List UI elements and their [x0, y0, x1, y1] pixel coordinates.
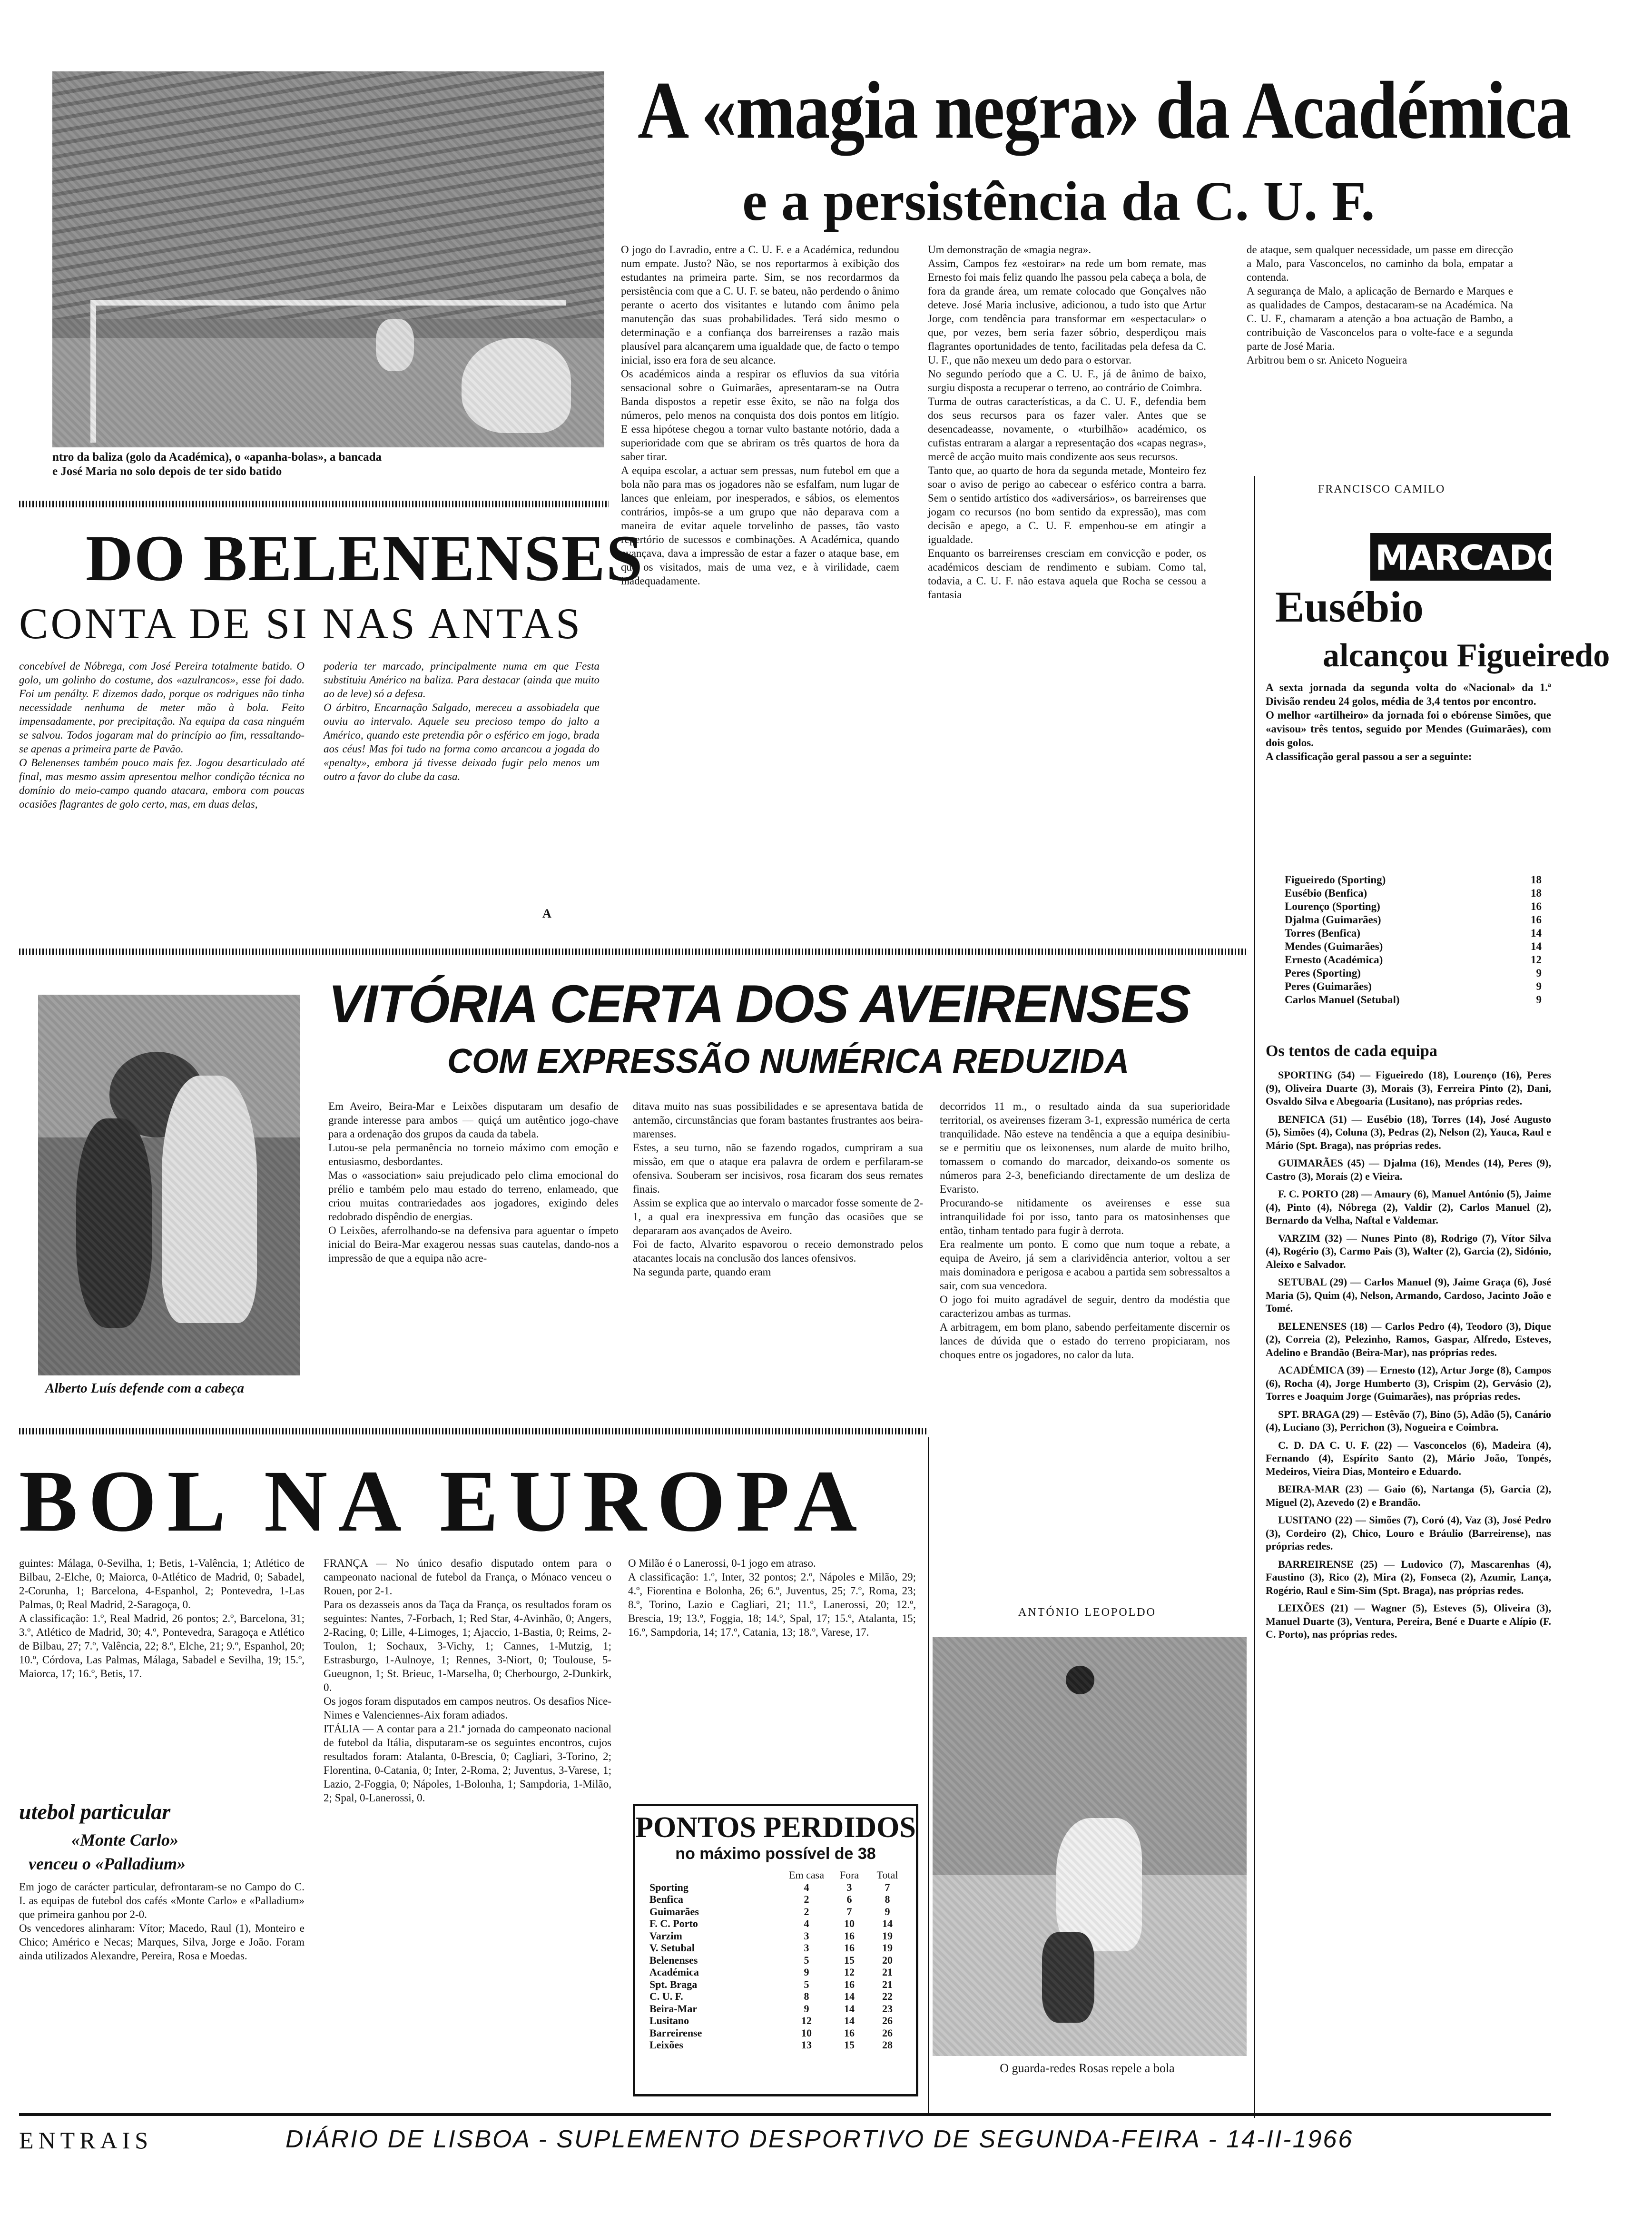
aveirenses-photo — [38, 995, 300, 1375]
table-row: Beira-Mar 9 14 23 — [649, 2002, 893, 2015]
marcadores-banner: MARCADORES — [1370, 533, 1551, 581]
marcadores-ranking — [1285, 873, 1542, 1007]
col-header-total: Total — [876, 1869, 898, 1881]
aveirenses-column-3: decorridos 11 m., o resultado ainda da sua superioridade territorial, os aveirenses fizeram 3-1, expressão numérica de certa tranquilidade. Não esteve na tendência a que a equipa desinibiu-se e permitiu que os leixonenses, num alarde de muito brilho, tomassem o comando do marcador, deixando-os somente os números para 2-3, beneficiando directamente de um desliza de Evaristo. Procurando-se nitidamente os aveirenses e esse sua intranquilidade foi por isso, tanto para os matosinhenses que então, tinham tentado para fugir à derrota. Era realmente um ponto. E como que num toque a rebate, a equipa de Aveiro, já sem a clarividência anterior, voltou a ser mais dominadora e perigosa e acabou a partida sem sobressaltos a sair, com sua vencedora. O jogo foi muito agradável de seguir, dentro da modéstia que caracterizou ambas as turmas. A arbitragem, em bom plano, sabendo perfeitamente discernir os lances de dúvida que o estado do terreno propiciaram, nos choques entre os jogadores, no calor da luta. — [940, 1100, 1230, 1361]
tentos-item: GUIMARÃES (45) — Djalma (16), Mendes (14), Peres (9), Castro (3), Morais (2) e Vieira. — [1266, 1157, 1551, 1182]
table-row: Spt. Braga 5 16 21 — [649, 1978, 893, 1990]
tentos-item: ACADÉMICA (39) — Ernesto (12), Artur Jorge (8), Campos (6), Rocha (4), Jorge Humberto (3), Crispim (2), Gervásio (2), Torres e Joaquim Jorge (Guimarães), nas próprias redes. — [1266, 1364, 1551, 1402]
column-divider — [928, 1437, 929, 2113]
tentos-item: LEIXÕES (21) — Wagner (5), Esteves (5), Oliveira (3), Manuel Duarte (3), Ventura, Pereira, Bené e Duarte e Alípio (F. C. Porto), nas próprias redes. — [1266, 1602, 1551, 1640]
tentos-item: BELENENSES (18) — Carlos Pedro (4), Teodoro (3), Dique (2), Correia (2), Pelezinho, Ramos, Gaspar, Alfredo, Esteves, Adelino e Brandão (Beira-Mar), nas próprias redes. — [1266, 1320, 1551, 1358]
europa-column-3: O Milão é o Lanerossi, 0-1 jogo em atraso. A classificação: 1.º, Inter, 32 pontos; 2.º, Nápoles e Milão, 29; 4.º, Fiorentina e Bolonha, 26; 6.º, Juventus, 25; 7.º, Roma, 23; 8.º, Torino, Lazio e Cagliari, 21; 11.º, Lanerossi, 20; 12.º, Brescia, 19; 13.º, Foggia, 18; 14.º, Spal, 17; 15.º, Atalanta, 15; 16.º, Sampdoria, 14; 17.º, Catania, 13; 18.º, Varese, 17. — [628, 1557, 916, 1638]
europa-sub-text: Em jogo de carácter particular, defrontaram-se no Campo do C. I. as equipas de futebol dos cafés «Monte Carlo» e «Palladium» que primeira ganhou por 2-0. Os vencedores alinharam: Vítor; Macedo, Raul (1), Monteiro e Chico; Américo e Necas; Marques, Silva, Jorge e João. Foram ainda utilizados Alexandre, Pereira, Rosa e Moedas. — [19, 1881, 305, 1962]
belenenses-subtitle: CONTA DE SI NAS ANTAS — [19, 599, 583, 648]
magia-title: A «magia negra» da Académica — [638, 65, 1571, 156]
table-row: C. U. F. 8 14 22 — [649, 1990, 893, 2002]
tentos-item: SPORTING (54) — Figueiredo (18), Lourenço (16), Peres (9), Oliveira Duarte (3), Morais (3), Ferreira Pinto (2), Dani, Osvaldo Silva e Abegoaria (Lusitano), nas próprias redes. — [1266, 1069, 1551, 1107]
europa-column-1: guintes: Málaga, 0-Sevilha, 1; Betis, 1-Valência, 1; Atlético de Bilbau, 2-Elche, 0; Maiorca, 0-Atlético de Madrid, 0; Sabadel, 2-Corunha, 1; Barcelona, 4-Espanhol, 2; Pontevedra, 1-Las Palmas, 0; Real Madrid, 2-Saragoça, 0. A classificação: 1.º, Real Madrid, 26 pontos; 2.º, Barcelona, 31; 3.º, Atlético de Madrid, 30; 4.º, Pontevedra, Saragoça e Atlético de Bilbau, 27; 7.º, Valência, 22; 8.º, Elche, 21; 9.º, Espanhol, 20; 10.º, Córdova, Las Palmas, Málaga, Sabadel e Sevilha, 19; 15.º, Maiorca, 17; 16.º, Betis, 17. — [19, 1557, 305, 1680]
magia-column-2: Um demonstração de «magia negra». Assim, Campos fez «estoirar» na rede um bom remate, mas Ernesto foi mais feliz quando lhe passou pela cabeça a bola, de fora da grande área, um remate colocado que Gonçalves não deteve. José Maria inclusive, adicionou, a tudo isto que Artur Jorge, com tendência para transformar em «espectacular» o que, por vezes, bem seria fazer sóbrio, desperdiçou mais flagrantes oportunidades de tento, facilitadas pela defesa da C. U. F., que não mexeu um dedo para o estorvar. No segundo período que a C. U. F., já de ânimo de baixo, surgiu disposta a recuperar o terreno, ao contrário de Coimbra. Turma de outras características, a da C. U. F., defendia bem dos seus recursos para os fazer valer. Antes que se desencadeasse, novamente, o «turbilhão» académico, os cufistas entraram a alargar a representação dos «capas negras», mercê de acção muito mais condizente aos seus recursos. Tanto que, ao quarto de hora da segunda metade, Monteiro fez soar o aviso de perigo ao cabecear o esférico contra a barra. Sem o sentido artístico dos «adiversários», os barreirenses que jogam co recursos (no bom sentido da expressão), mas com decisão e apego, a C. U. F. empenhou-se em atingir a igualdade. Enquanto os barreirenses cresciam em convicção e poder, os académicos desciam de rendimento e subiam. Como tal, todavia, a C. U. F. não estava aquela que Rocha se cessou a fantasia — [928, 244, 1206, 601]
belenenses-column-1: concebível de Nóbrega, com José Pereira totalmente batido. O golo, um golinho do costume, dos «azulrancos», esse foi dado. Foi um penálty. E dizemos dado, porque os rodrigues não tinha necessidade nenhuma de meter mão à bola. Feito impensadamente, por precipitação. Na equipa da casa ninguém se salvou. Todos jogaram mal do princípio ao fim, ressaltando-se apenas a primeira parte de Pavão. O Belenenses também pouco mais fez. Jogou desarticulado até final, mas mesmo assim apresentou melhor condição técnica no domínio do meio-campo quando atacara, embora com poucas ocasiões flagrantes de golo certo, mas, em duas delas, — [19, 660, 305, 810]
pontos-perdidos-title: PONTOS PERDIDOS — [635, 1811, 916, 1844]
magia-subtitle: e a persistência da C. U. F. — [742, 170, 1375, 232]
table-row: Sporting 4 3 7 — [649, 1881, 890, 1893]
magia-signature: FRANCISCO CAMILO — [1318, 483, 1446, 495]
aveirenses-subtitle: COM EXPRESSÃO NUMÉRICA REDUZIDA — [447, 1042, 1130, 1080]
pontos-perdidos-box — [633, 1804, 918, 2096]
footer-rule — [19, 2113, 1551, 2116]
footer-text: DIÁRIO DE LISBOA - SUPLEMENTO DESPORTIVO DE SEGUNDA-FEIRA - 14-II-1966 — [285, 2125, 1354, 2153]
table-row: Benfica 2 6 8 — [649, 1893, 890, 1905]
europa-top-rule — [19, 1428, 928, 1434]
aveirenses-column-2: ditava muito nas suas possibilidades e se apresentava batida de antemão, circunstâncias que foram bastantes frustrantes aos beira-marenses. Estes, a seu turno, não se fazendo rogados, cumpriram a sua missão, em que o ataque era palavra de ordem e perfilaram-se ofensiva. Souberam ser incisivos, rosa ficaram dos seus remates finais. Assim se explica que ao intervalo o marcador fosse somente de 2-1, a qual era inexpressiva em função das ocasiões que se depararam aos avançados de Aveiro. Foi de facto, Alvarito espavorou o receio demonstrado pelos atacantes locais na conclusão dos lances ofensivos. Na segunda parte, quando eram — [633, 1100, 923, 1278]
top-photo-caption: ntro da baliza (golo da Académica), o «apanha-bolas», a bancada e José Maria no solo depois de ter sido batido — [52, 451, 382, 478]
aveirenses-column-1: Em Aveiro, Beira-Mar e Leixões disputaram um desafio de grande interesse para ambos — quiçá um autêntico jogo-chave para a ordenação dos grupos da cauda da tabela. Lutou-se pela permanência no torneio máximo com emoção e entusiasmo, desbordantes. Mas o «association» saiu prejudicado pelo clima emocional do prélio e também pelo mau estado do terreno, enlameado, que criou muitas contrariedades aos jogadores, exigindo deles redobrado dispêndio de energias. O Leixões, aferrolhando-se na defensiva para aguentar o ímpeto inicial do Beira-Mar exagerou nessas suas cautelas, dando-nos a impressão de que a equipa não acre- — [328, 1100, 619, 1264]
ranking-row: Lourenço (Sporting) 16 — [1285, 900, 1542, 912]
pontos-perdidos-table — [649, 1869, 906, 2051]
ranking-row: Ernesto (Académica) 12 — [1285, 954, 1542, 966]
tentos-item: VARZIM (32) — Nunes Pinto (8), Rodrigo (7), Vítor Silva (4), Rogério (3), Carmo Pais (3), Walter (2), Garcia (2), Sidónio, Aleixo e Salvador. — [1266, 1232, 1551, 1270]
table-row: Lusitano 12 14 26 — [649, 2015, 893, 2026]
belenenses-signature: A — [542, 907, 551, 920]
tentos-item: LUSITANO (22) — Simões (7), Coró (4), Vaz (3), José Pedro (3), Cordeiro (2), Chico, Louro e Bráulio (Barreirense), nas próprias redes. — [1266, 1514, 1551, 1552]
tentos-title: Os tentos de cada equipa — [1266, 1042, 1437, 1060]
ranking-row: Carlos Manuel (Setubal) 9 — [1285, 994, 1542, 1006]
tentos-item: BEIRA-MAR (23) — Gaio (6), Nartanga (5), Garcia (2), Miguel (2), Azevedo (2) e Brandão. — [1266, 1483, 1551, 1508]
belenenses-title: DO BELENENSES — [86, 522, 644, 594]
rosas-signature: ANTÓNIO LEOPOLDO — [1018, 1606, 1156, 1619]
tentos-item: BARREIRENSE (25) — Ludovico (7), Mascarenhas (4), Faustino (3), Rico (2), Mira (2), Fonseca (2), Azumir, Lança, Rogério, Raul e Sim-Sim (Spt. Braga), nas próprias redes. — [1266, 1558, 1551, 1596]
table-row: F. C. Porto 4 10 14 — [649, 1918, 893, 1929]
col-header-casa: Em casa — [789, 1869, 824, 1881]
table-row: Leixões 13 15 28 — [649, 2039, 893, 2051]
table-row: V. Setubal 3 16 19 — [649, 1942, 893, 1954]
belenenses-column-2: poderia ter marcado, principalmente numa em que Festa substituiu Américo na baliza. Para destacar (ainda que muito ao de leve) só a defesa. O árbitro, Encarnação Salgado, mereceu a assobiadela que ouviu ao intervalo. Aquele seu precioso tempo do jalto a Américo, quando este pretendia pôr o esférico em jogo, brada aos céus! Mas foi tudo na forma como arcancou a jogada do «penalty», embora já tivesse deixado fugir pelo menos um outro a favor do clube da casa. — [324, 660, 600, 782]
table-row: Varzim 3 16 19 — [649, 1929, 893, 1942]
tentos-item: BENFICA (51) — Eusébio (18), Torres (14), José Augusto (5), Simões (4), Coluna (3), Pedras (2), Nelson (2), Yauca, Raul e Mário (Spt. Braga), nas próprias redes. — [1266, 1113, 1551, 1151]
aveirenses-photo-caption: Alberto Luís defende com a cabeça — [45, 1381, 244, 1396]
table-row: Barreirense 10 16 26 — [649, 2026, 893, 2039]
ranking-row: Peres (Guimarães) 9 — [1285, 980, 1542, 992]
tentos-list — [1266, 1068, 1551, 2163]
aveirenses-title: VITÓRIA CERTA DOS AVEIRENSES — [328, 974, 1190, 1034]
aveirenses-top-rule — [19, 949, 1247, 955]
marcadores-intro: A sexta jornada da segunda volta do «Nacional» da 1.ª Divisão rendeu 24 golos, média de 3,4 tentos por encontro. O melhor «artilheiro» da jornada foi o ebórense Simões, que «avisou» três tentos, seguido por Mendes (Guimarães), com dois golos. A classificação geral passou a ser a seguinte: — [1266, 682, 1551, 762]
table-row: Belenenses 5 15 20 — [649, 1954, 893, 1966]
ranking-row: Eusébio (Benfica) 18 — [1285, 887, 1542, 899]
magia-column-1: O jogo do Lavradio, entre a C. U. F. e a Académica, redundou num empate. Justo? Não, se nos reportarmos à exibição dos estudantes na primeira parte. Sim, se nos recordarmos da persistência com que a C. U. F. se bateu, não perdendo o ânimo perante o acerto dos visitantes e lutando com ânimo pela manutenção das suas probabilidades. Terá sido mesmo o determinação e a confiança dos barreirenses a razão mais plausível para alcançarem uma igualdade que, de facto o tempo inicial, isso era fora de seu alcance. Os académicos ainda a respirar os efluvios da sua vitória sensacional sobre o Guimarães, apresentaram-se na Outra Banda dispostos a repetir esse êxito, se não na folga dos números, pelo menos na conquista dos dois pontos em litígio. E essa hipótese chegou a tornar vulto bastante notório, dada a superioridade com que se abriram os três quartos de hora da saber tirar. A equipa escolar, a actuar sem pressas, num futebol em que a bola não para mas os jogadores não se esfalfam, num lugar de lances que enleiam, por inesperados, e sábios, os elementos contrários, impôs-se a um grupo que não deparava com a maneira de evitar aquele torvelinho de passes, tão vasto repertório de sucessos e combinações. A Académica, quando avançava, dava a impressão de estar a fazer o ataque base, em que os visitados, mais de uma vez, e à virilidade, caem inadequadamente. — [621, 244, 899, 587]
ranking-row: Djalma (Guimarães) 16 — [1285, 914, 1542, 926]
ranking-row: Peres (Sporting) 9 — [1285, 967, 1542, 979]
rosas-photo — [933, 1637, 1247, 2056]
ranking-row: Figueiredo (Sporting) 18 — [1285, 874, 1542, 886]
column-divider — [1254, 476, 1255, 2118]
marcadores-title: Eusébio — [1275, 583, 1424, 631]
tentos-item: F. C. PORTO (28) — Amaury (6), Manuel António (5), Jaime (4), Pinto (4), Nóbrega (2), Valdir (2), Carlos Manuel (2), Bernardo da Velha, Naftal e Valdemar. — [1266, 1188, 1551, 1226]
top-photo-goal — [52, 71, 604, 447]
tentos-item: SPT. BRAGA (29) — Estêvão (7), Bino (5), Adão (5), Canário (4), Luciano (3), Perrichon (3), Nogueira e Coimbra. — [1266, 1408, 1551, 1433]
belenenses-top-rule — [19, 501, 609, 507]
footer-left-label: ENTRAIS — [19, 2127, 153, 2154]
tentos-item: C. D. DA C. U. F. (22) — Vasconcelos (6), Madeira (4), Fernando (4), Espírito Santo (2), Mário João, Tonpés, Medeiros, Vieira Dias, Monteiro e Eduardo. — [1266, 1439, 1551, 1477]
ranking-row: Torres (Benfica) 14 — [1285, 927, 1542, 939]
ranking-row: Mendes (Guimarães) 14 — [1285, 940, 1542, 952]
pontos-perdidos-subtitle: no máximo possível de 38 — [675, 1845, 876, 1863]
europa-sub-title: utebol particular — [19, 1799, 171, 1824]
col-header-fora: Fora — [839, 1869, 859, 1881]
tentos-item: SETUBAL (29) — Carlos Manuel (9), Jaime Graça (6), José Maria (5), Quim (4), Nelson, Armando, Cardoso, Jacinto João e Tomé. — [1266, 1276, 1551, 1314]
table-row: Académica 9 12 21 — [649, 1966, 893, 1978]
marcadores-subtitle: alcançou Figueiredo — [1323, 637, 1610, 674]
rosas-photo-caption: O guarda-redes Rosas repele a bola — [1000, 2061, 1175, 2075]
europa-title: BOL NA EUROPA — [19, 1453, 868, 1550]
europa-column-2: FRANÇA — No único desafio disputado ontem para o campeonato nacional de futebol da França, o Mónaco venceu o Rouen, por 2-1. Para os dezasseis anos da Taça da França, os resultados foram os seguintes: Nantes, 7-Forbach, 1; Red Star, 4-Avinhão, 0; Angers, 2-Racing, 0; Lille, 4-Limoges, 1; Ajaccio, 1-Bastia, 0; Reims, 2-Toulon, 1; Sochaux, 3-Vichy, 1; Cannes, 1-Mutzig, 1; Estrasburgo, 1-Aulnoye, 1; Rennes, 3-Niort, 0; Toulouse, 5-Gueugnon, 1; St. Brieuc, 1-Marselha, 0; Cherbourgo, 2-Dunkirk, 0. Os jogos foram disputados em campos neutros. Os desafios Nice-Nimes e Valenciennes-Aix foram adiados. ITÁLIA — A contar para a 21.ª jornada do campeonato nacional de futebol da Itália, disputaram-se os seguintes encontros, cujos resultados foram: Atalanta, 0-Brescia, 0; Cagliari, 3-Torino, 2; Florentina, 0-Catania, 0; Inter, 2-Roma, 2; Juventus, 3-Varese, 1; Lazio, 2-Foggia, 0; Nápoles, 1-Bolonha, 1; Sampdoria, 1-Milão, 2; Spal, 0-Lanerossi, 0. — [324, 1557, 611, 1804]
europa-sub-head-1: «Monte Carlo» — [71, 1830, 179, 1849]
table-row: Guimarães 2 7 9 — [649, 1905, 890, 1918]
europa-sub-head-2: venceu o «Palladium» — [29, 1854, 186, 1873]
magia-column-3: de ataque, sem qualquer necessidade, um passe em direcção a Malo, para Vasconcelos, no caminho da bola, empatar a contenda. A segurança de Malo, a aplicação de Bernardo e Marques e as qualidades de Campos, destacaram-se na Académica. Na C. U. F., chamaram a atenção a boa actuação de Bambo, a contribuição de Vasconcelos para o volte-face e a segunda parte de José Maria. Arbitrou bem o sr. Aniceto Nogueira — [1247, 244, 1513, 366]
